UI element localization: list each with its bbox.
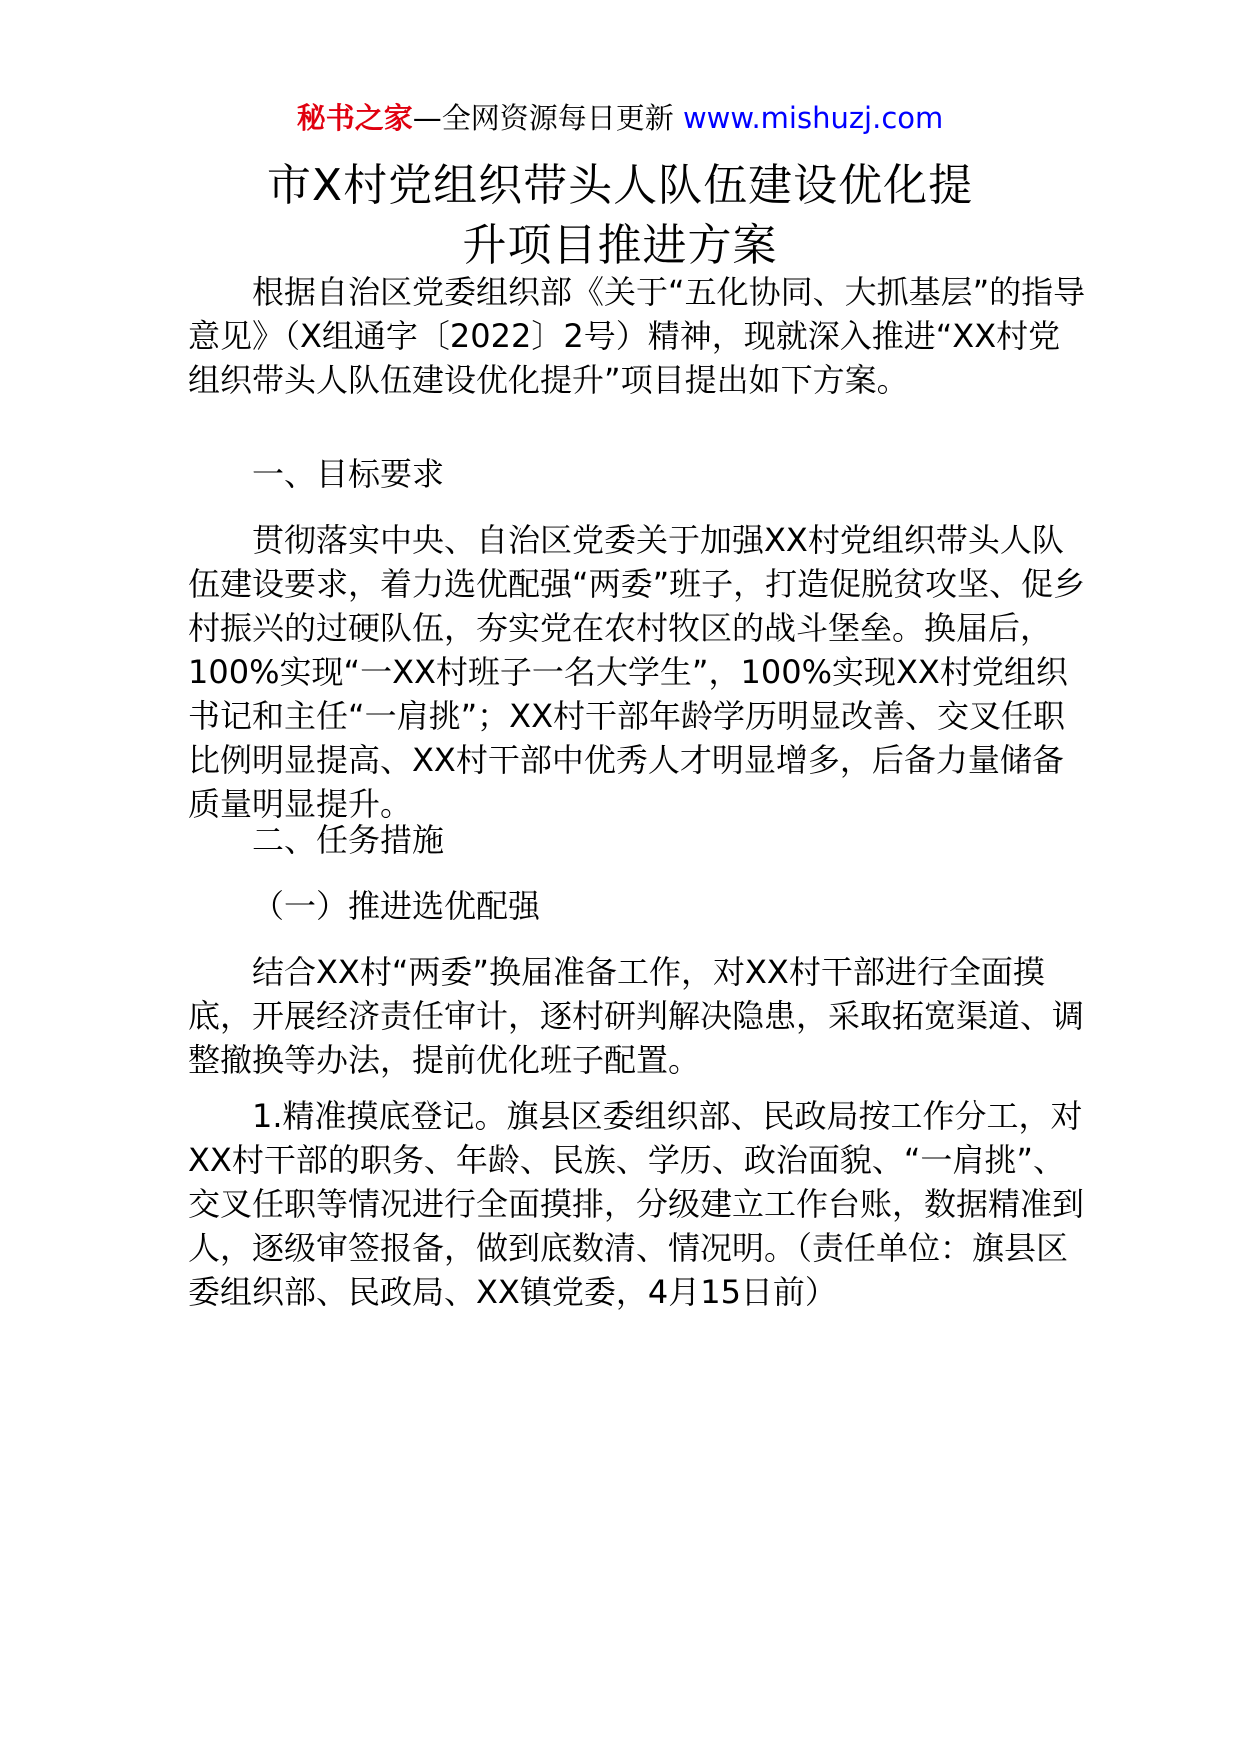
title-line-1: 市X村党组织带头人队伍建设优化提: [266, 160, 974, 211]
intro-paragraph: 根据自治区党委组织部《关于“五化协同、大抓基层”的指导意见》（X组通字〔2022〕2号）精神，现就深入推进“XX村党组织带头人队伍建设优化提升”项目提出如下方案。: [188, 273, 1086, 399]
section-1-body: 贯彻落实中央、自治区党委关于加强XX村党组织带头人队伍建设要求，着力选优配强“两委”班子，打造促脱贫攻坚、促乡村振兴的过硬队伍，夯实党在农村牧区的战斗堡垒。换届后，100%实现“一XX村班子一名大学生”，100%实现XX村党组织书记和主任“一肩挑”；XX村干部年龄学历明显改善、交叉任职比例明显提高、XX村干部中优秀人才明显增多，后备力量储备质量明显提升。: [188, 521, 1086, 823]
site-header: [0, 98, 1240, 138]
brand-name: 秘书之家: [296, 101, 413, 135]
subsection-1-body: 结合XX村“两委”换届准备工作，对XX村干部进行全面摸底，开展经济责任审计，逐村研判解决隐患，采取拓宽渠道、调整撤换等办法，提前优化班子配置。: [188, 953, 1085, 1079]
section-2-heading: 二、任务措施: [252, 821, 445, 859]
document-title: [0, 156, 1240, 276]
site-url-link[interactable]: www.mishuzj.com: [682, 101, 944, 135]
section-1-heading: 一、目标要求: [252, 455, 445, 493]
header-tagline: —全网资源每日更新: [412, 101, 674, 135]
title-line-2: 升项目推进方案: [462, 220, 778, 271]
item-1-paragraph: 1.精准摸底登记。旗县区委组织部、民政局按工作分工，对XX村干部的职务、年龄、民族、学历、政治面貌、“一肩挑”、交叉任职等情况进行全面摸排，分级建立工作台账，数据精准到人，逐级审签报备，做到底数清、情况明。（责任单位：旗县区委组织部、民政局、XX镇党委，4月15日前）: [188, 1097, 1085, 1311]
subsection-1-heading: （一）推进选优配强: [252, 887, 541, 925]
